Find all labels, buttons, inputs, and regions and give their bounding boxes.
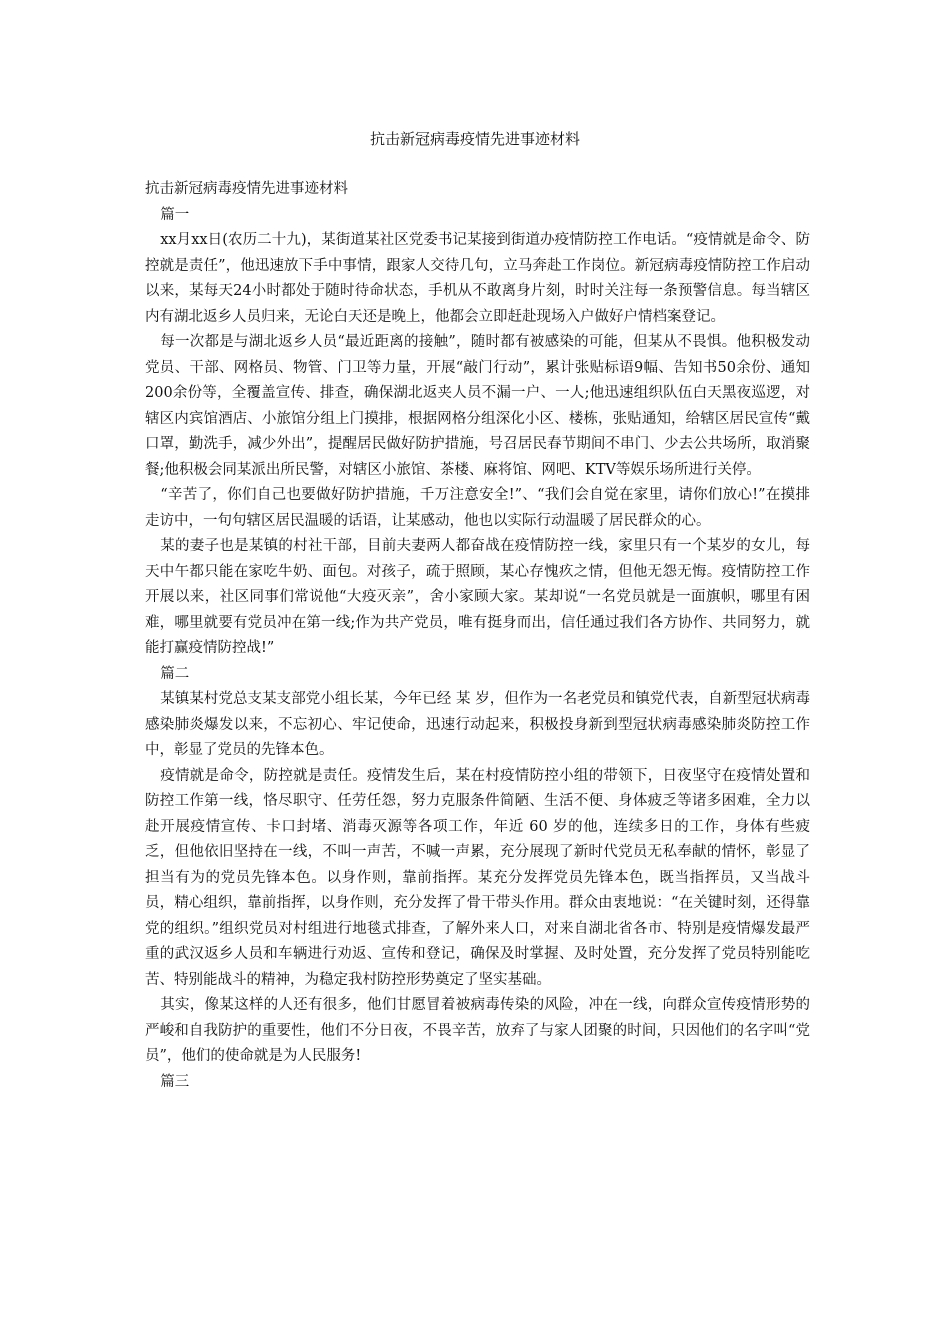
paragraph: 其实，像某这样的人还有很多，他们甘愿冒着被病毒传染的风险，冲在一线，向群众宣传疫情形势的严峻和自我防护的重要性，他们不分日夜，不畏辛苦，放弃了与家人团聚的时间，只因他们的名字叫“党员”，他们的使命就是为人民服务! <box>145 997 810 1064</box>
paragraph: 疫情就是命令，防控就是责任。疫情发生后，某在村疫情防控小组的带领下，日夜坚守在疫情处置和防控工作第一线，恪尽职守、任劳任怨，努力克服条件简陋、生活不便、身体疲乏等诸多困难，全力以赴开展疫情宣传、卡口封堵、消毒灭源等各项工作，年近 60 岁的他，连续多日的工作，身体有些疲乏，但他依旧坚持在一线，不叫一声苦，不喊一声累，充分展现了新时代党员无私奉献的情怀，彰显了担当有为的党员先锋本色。以身作则，靠前指挥。某充分发挥党员先锋本色，既当指挥员，又当战斗员，精心组织，靠前指挥，以身作则，充分发挥了骨干带头作用。群众由衷地说：“在关键时刻，还得靠党的组织。”组织党员对村组进行地毯式排查，了解外来人口，对来自湖北省各市、特别是疫情爆发最严重的武汉返乡人员和车辆进行劝返、宣传和登记，确保及时掌握、及时处置，充分发挥了党员特别能吃苦、特别能战斗的精神，为稳定我村防控形势奠定了坚实基础。 <box>145 767 810 988</box>
section-label-3: 篇三 <box>160 1073 190 1090</box>
paragraph: 每一次都是与湖北返乡人员“最近距离的接触”，随时都有被感染的可能，但某从不畏惧。他积极发动党员、干部、网格员、物管、门卫等力量，开展“敲门行动”，累计张贴标语9幅、告知书50余份、通知200余份等，全覆盖宣传、排查，确保湖北返夹人员不漏一户、一人;他迅速组织队伍白天黑夜巡逻，对辖区内宾馆酒店、小旅馆分组上门摸排，根据网格分组深化小区、楼栋，张贴通知，给辖区居民宣传“戴口罩，勤洗手，减少外出”，提醒居民做好防护措施，号召居民春节期间不串门、少去公共场所，取消聚餐;他积极会同某派出所民警，对辖区小旅馆、茶楼、麻将馆、网吧、KTV等娱乐场所进行关停。 <box>145 334 810 478</box>
document-body <box>145 177 810 1095</box>
section-label-2: 篇二 <box>160 665 190 682</box>
paragraph: 某的妻子也是某镇的村社干部，目前夫妻两人都奋战在疫情防控一线，家里只有一个某岁的女儿，每天中午都只能在家吃牛奶、面包。对孩子，疏于照顾，某心存愧疚之情，但他无怨无悔。疫情防控工作开展以来，社区同事们常说他“大疫灭亲”，舍小家顾大家。某却说“一名党员就是一面旗帜，哪里有困难，哪里就要有党员冲在第一线;作为共产党员，唯有挺身而出，信任通过我们各方协作、共同努力，就能打赢疫情防控战!” <box>145 538 810 656</box>
section-label-1: 篇一 <box>160 206 190 223</box>
paragraph: xx月xx日(农历二十九)，某街道某社区党委书记某接到街道办疫情防控工作电话。“疫情就是命令、防控就是责任”，他迅速放下手中事情，跟家人交待几句，立马奔赴工作岗位。新冠病毒疫情防控工作启动以来，某每天24小时都处于随时待命状态，手机从不敢离身片刻，时时关注每一条预警信息。每当辖区内有湖北返乡人员归来，无论白天还是晚上，他都会立即赶赴现场入户做好户情档案登记。 <box>145 232 810 325</box>
paragraph: 某镇某村党总支某支部党小组长某，今年已经 某 岁，但作为一名老党员和镇党代表，自新型冠状病毒感染肺炎爆发以来，不忘初心、牢记使命，迅速行动起来，积极投身新到型冠状病毒感染肺炎防控工作中，彰显了党员的先锋本色。 <box>145 691 810 758</box>
paragraph: “辛苦了，你们自己也要做好防护措施，千万注意安全!”、“我们会自觉在家里，请你们放心!”在摸排走访中，一句句辖区居民温暖的话语，让某感动，他也以实际行动温暖了居民群众的心。 <box>145 487 810 529</box>
document-title: 抗击新冠病毒疫情先进事迹材料 <box>369 130 580 148</box>
document-heading: 抗击新冠病毒疫情先进事迹材料 <box>145 181 348 197</box>
